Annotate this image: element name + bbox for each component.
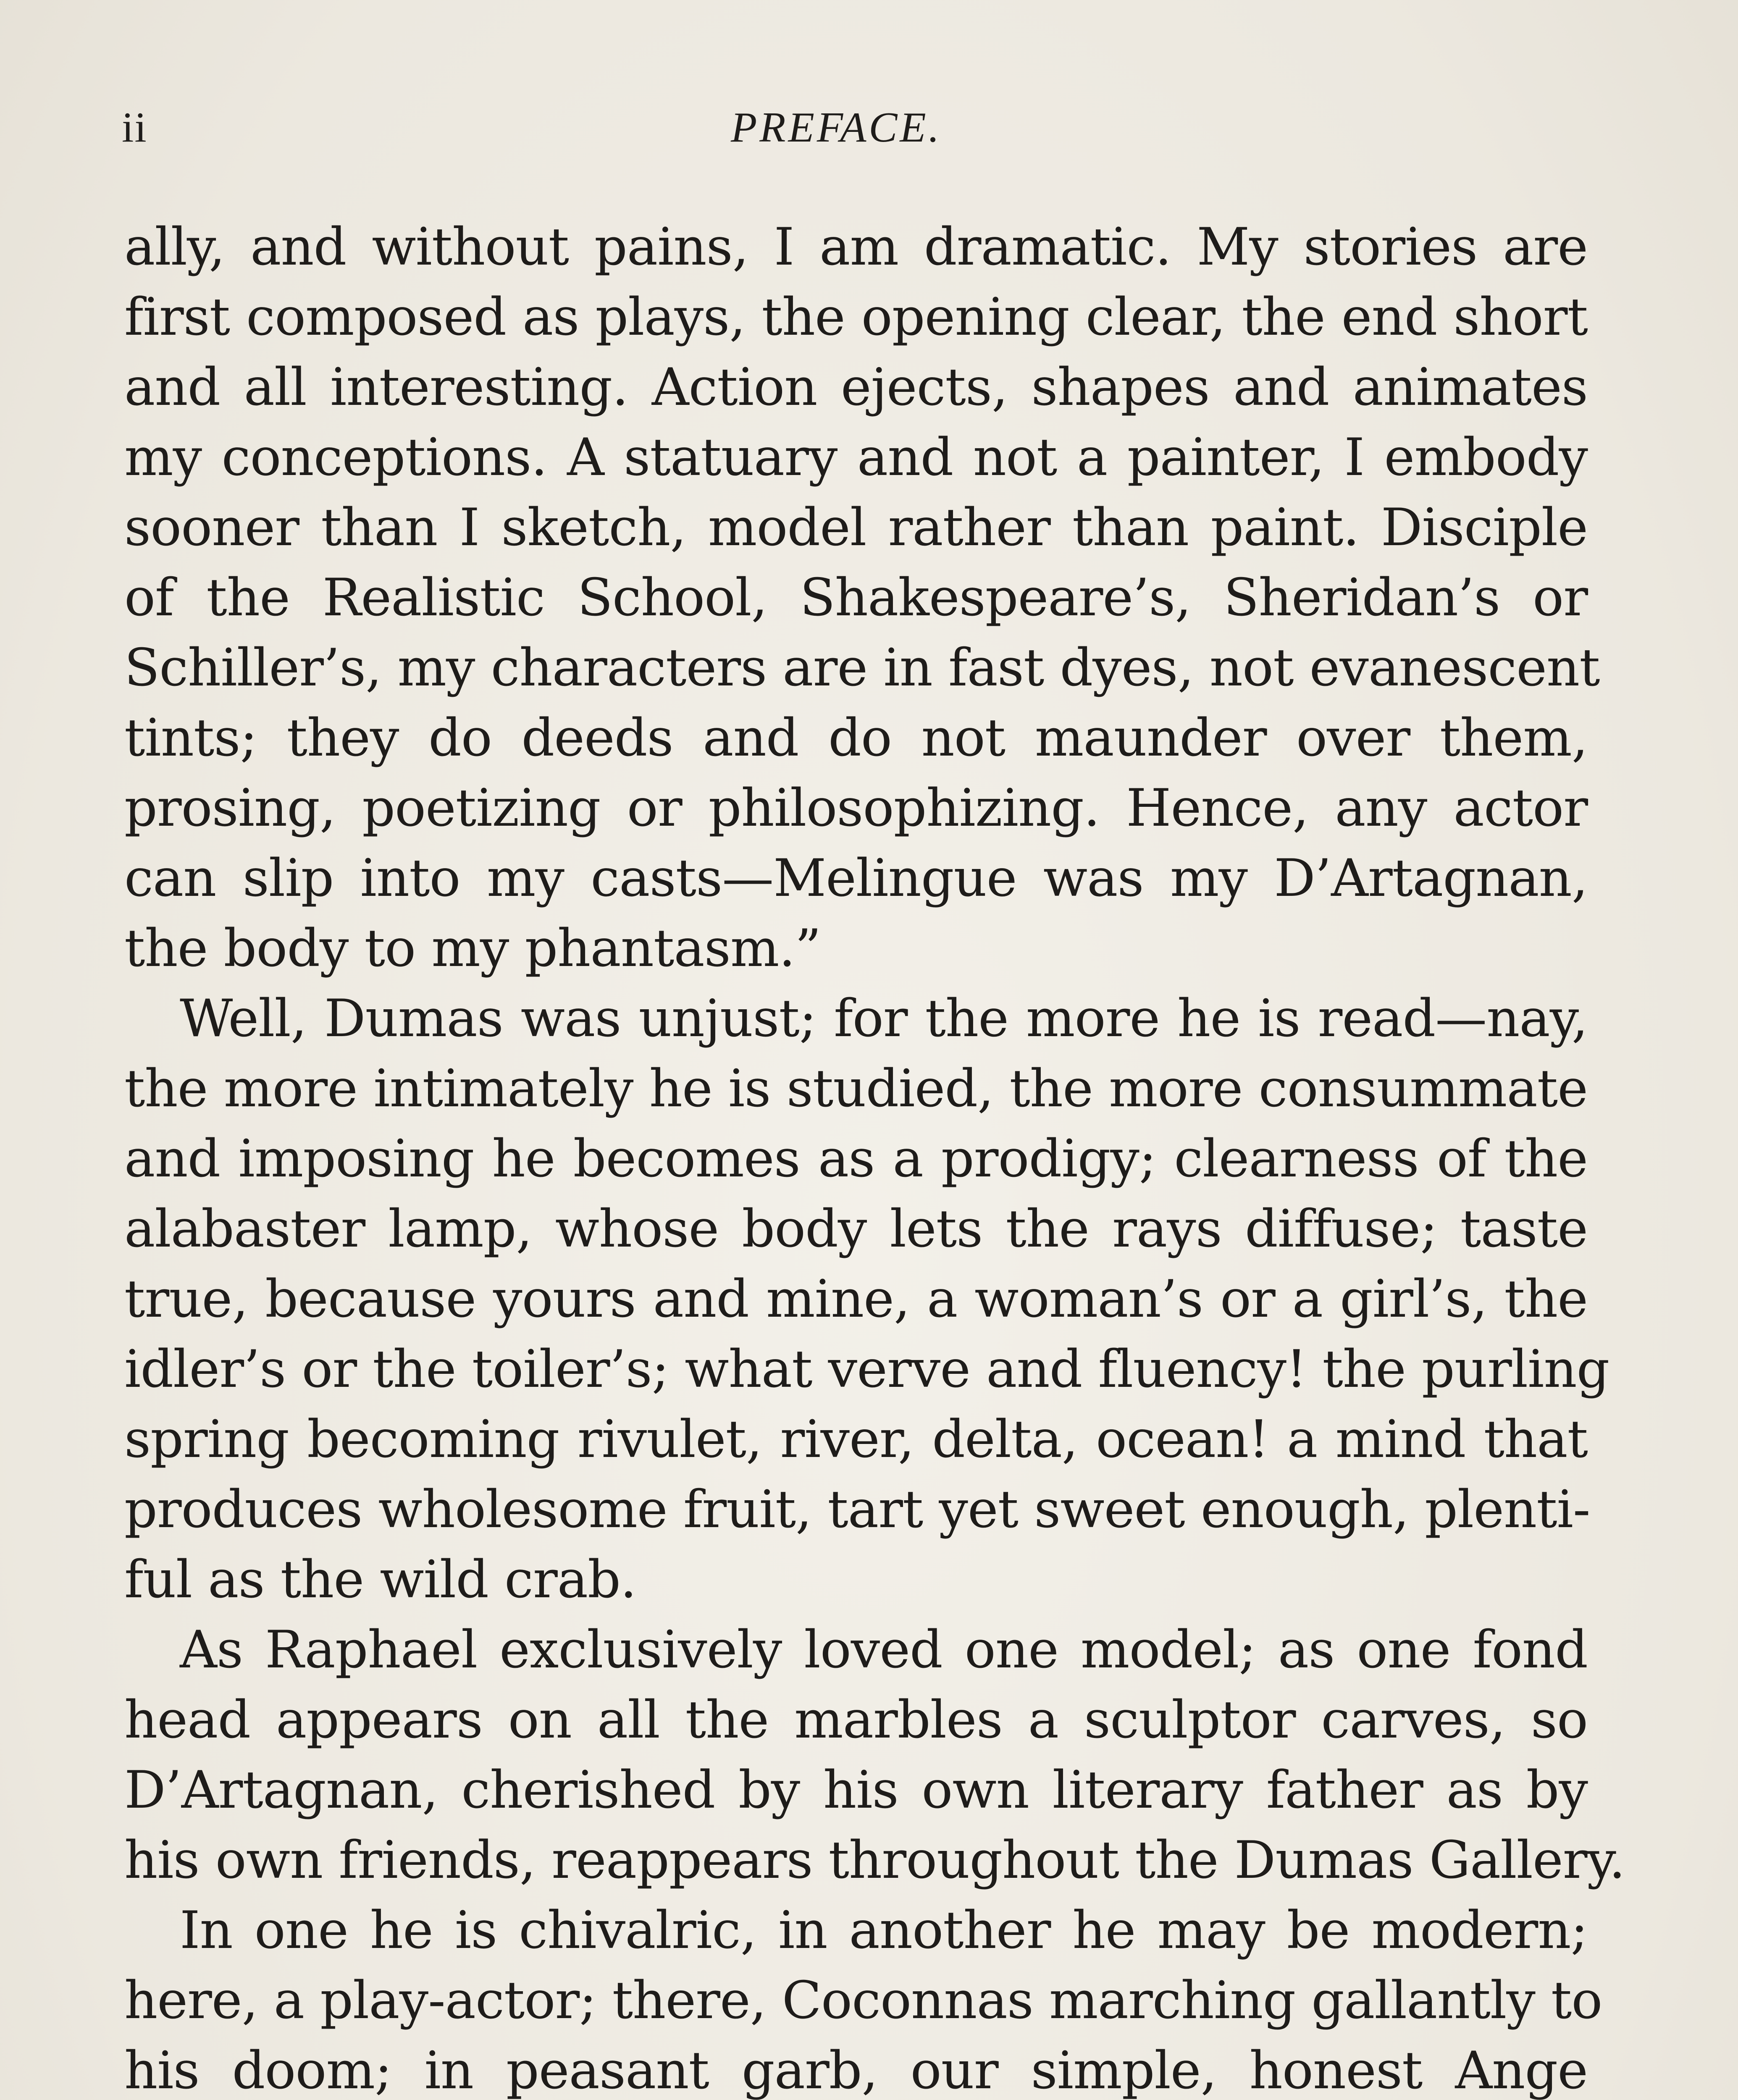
text-line: D’Artagnan, cherished by his own literary father as by xyxy=(124,1760,1588,1820)
paragraph xyxy=(124,984,1609,1615)
text-line: here, a play-actor; there, Coconnas marching gallantly to xyxy=(124,1971,1602,2031)
text-line: spring becoming rivulet, river, delta, ocean! a mind that xyxy=(124,1410,1588,1470)
text-line: idler’s or the toiler’s; what verve and fluency! the purling xyxy=(124,1339,1609,1399)
text-line: ful as the wild crab. xyxy=(124,1550,636,1610)
text-line: In one he is chivalric, in another he may be modern; xyxy=(180,1900,1588,1961)
text-line: and imposing he becomes as a prodigy; clearness of the xyxy=(124,1129,1588,1189)
paragraph xyxy=(124,212,1600,984)
text-line: sooner than I sketch, model rather than paint. Disciple xyxy=(124,498,1588,558)
page-header xyxy=(122,90,1600,166)
body-text xyxy=(124,212,1625,2100)
paragraph xyxy=(124,1615,1625,1895)
text-line: Schiller’s, my characters are in fast dyes, not evanescent xyxy=(124,638,1600,698)
running-title: PREFACE. xyxy=(731,104,942,151)
text-line: Well, Dumas was unjust; for the more he is read—nay, xyxy=(180,989,1588,1049)
text-line: of the Realistic School, Shakespeare’s, Sheridan’s or xyxy=(124,568,1588,628)
text-line: tints; they do deeds and do not maunder over them, xyxy=(124,708,1588,768)
text-line: As Raphael exclusively loved one model; as one fond xyxy=(180,1620,1588,1680)
text-line: true, because yours and mine, a woman’s or a girl’s, the xyxy=(124,1269,1588,1329)
text-line: head appears on all the marbles a sculptor carves, so xyxy=(124,1690,1588,1750)
text-line: first composed as plays, the opening clear, the end short xyxy=(124,287,1588,347)
paragraph xyxy=(124,1895,1602,2100)
text-line: his own friends, reappears throughout the Dumas Gallery. xyxy=(124,1830,1625,1890)
text-line: the body to my phantasm.” xyxy=(124,919,821,979)
text-line: prosing, poetizing or philosophizing. Hence, any actor xyxy=(124,778,1588,838)
text-line: produces wholesome fruit, tart yet sweet enough, plenti- xyxy=(124,1480,1590,1540)
text-line: alabaster lamp, whose body lets the rays diffuse; taste xyxy=(124,1199,1588,1259)
text-line: ally, and without pains, I am dramatic. My stories are xyxy=(124,217,1588,277)
text-line: his doom; in peasant garb, our simple, honest Ange xyxy=(124,2041,1588,2100)
text-line: my conceptions. A statuary and not a painter, I embody xyxy=(124,428,1588,488)
text-line: the more intimately he is studied, the more consummate xyxy=(124,1059,1588,1119)
page-number: ii xyxy=(122,104,147,151)
text-line: and all interesting. Action ejects, shapes and animates xyxy=(124,357,1588,417)
text-line: can slip into my casts—Melingue was my D’Artagnan, xyxy=(124,848,1588,908)
